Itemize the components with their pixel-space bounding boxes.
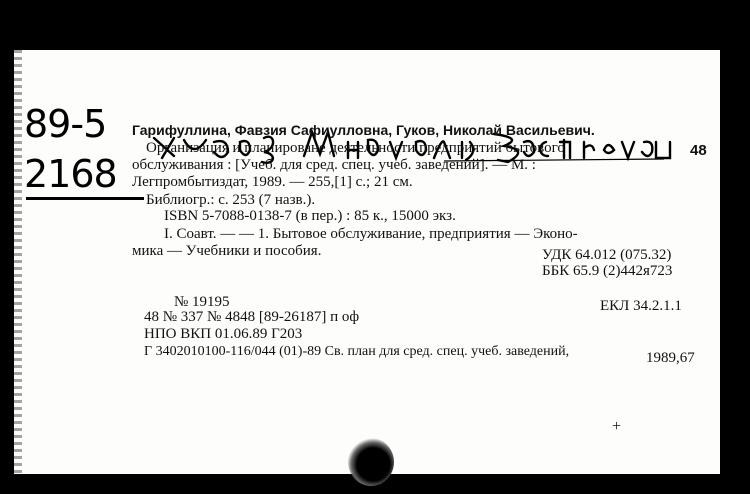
catalog-card [14, 50, 720, 474]
title-line-1: Организация и планироване деятельности предприятий бытового [146, 140, 565, 156]
record-number: № 19195 [174, 294, 230, 310]
title-line-2: обслуживания : [Учеб. для сред. спец. учеб. заведений]. — М. : [132, 157, 536, 173]
npo-line: НПО ВКП 01.06.89 Г203 [144, 326, 303, 342]
shelfmark-bottom: 2168 [24, 152, 117, 196]
subject-line-1: I. Соавт. — — 1. Бытовое обслуживание, предприятия — Эконо- [164, 226, 578, 242]
title-line-3: Легпромбытиздат, 1989. — 255,[1] с.; 21 см. [132, 174, 413, 190]
order-line: 48 № 337 № 4848 [89-26187] п оф [144, 309, 360, 325]
shelfmark-divider [26, 197, 144, 200]
shelfmark-top: 89-5 [24, 102, 107, 146]
ink-smudge [348, 438, 394, 486]
plan-year: 1989,67 [646, 350, 695, 366]
isbn-line: ISBN 5-7088-0138-7 (в пер.) : 85 к., 15000 экз. [164, 208, 456, 224]
subject-line-2: мика — Учебники и пособия. [132, 243, 322, 259]
card-edge [14, 50, 22, 474]
bbk-code: ББК 65.9 (2)442я723 [542, 263, 673, 279]
authors-line: Гарифуллина, Фавзия Сафиулловна, Гуков, Николай Васильевич. [132, 122, 595, 138]
ekl-code: ЕКЛ 34.2.1.1 [600, 298, 682, 314]
bibliography-note: Библиогр.: с. 253 (7 назв.). [146, 192, 316, 208]
pencil-mark: + [612, 418, 622, 435]
udk-code: УДК 64.012 (075.32) [542, 247, 672, 263]
plan-line: Г 3402010100-116/044 (01)-89 Св. план для сред. спец. учеб. заведений, [144, 344, 570, 359]
page-number: 48 [690, 142, 707, 159]
